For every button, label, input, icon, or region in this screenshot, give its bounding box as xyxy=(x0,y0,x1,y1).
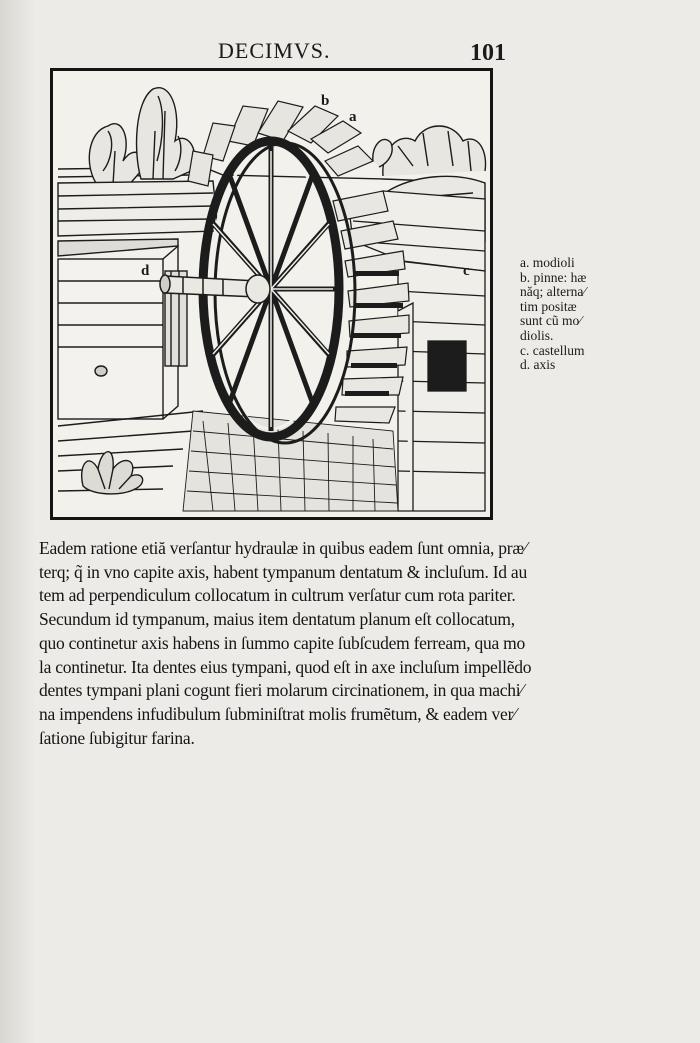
text-line: la continetur. Ita dentes eius tympani, quod eſt in axe incluſum impellẽdo xyxy=(39,656,532,677)
legend-line: tim positæ xyxy=(520,298,577,314)
legend-line: sunt cũ mo⁄ xyxy=(520,313,582,329)
text-line: quo continetur axis habens in ſummo capite ſubſcudem ferream, qua mo xyxy=(39,632,525,653)
page-number: 101 xyxy=(470,40,506,66)
legend-line: b. pinne: hæ xyxy=(520,269,587,285)
figure-label-b: b xyxy=(321,93,330,109)
text-line: na impendens infudibulum ſubminiſtrat molis frumẽtum, & eadem ver⁄ xyxy=(39,703,516,724)
text-line: dentes tympani plani cogunt fieri molarum circinationem, in qua machi⁄ xyxy=(39,680,524,701)
margin-legend xyxy=(520,256,602,373)
running-head: DECIMVS. xyxy=(218,38,331,63)
text-line: ſatione ſubigitur farina. xyxy=(39,727,195,748)
woodcut-illustration xyxy=(53,71,490,517)
gutter-shadow xyxy=(0,0,36,1043)
figure-label-d: d xyxy=(141,263,150,279)
legend-line: diolis. xyxy=(520,327,554,343)
text-line: Secundum id tympanum, maius item dentatum planum eſt collocatum, xyxy=(39,609,515,630)
legend-line: c. castellum xyxy=(520,342,585,358)
body-paragraph xyxy=(39,537,532,750)
legend-line: d. axis xyxy=(520,357,556,373)
figure-label-c: c xyxy=(463,263,470,279)
figure-label-a: a xyxy=(349,109,357,125)
text-line: Eadem ratione etiă verſantur hydraulæ in quibus eadem ſunt omnia, præ⁄ xyxy=(39,538,527,558)
text-line: tem ad perpendiculum collocatum in cultrum verſatur cum rota pariter. xyxy=(39,585,516,606)
legend-line: năq; alterna⁄ xyxy=(520,284,586,300)
text-line: terq; q̃ in vno capite axis, habent tympanum dentatum & incluſum. Id au xyxy=(39,561,527,582)
legend-line: a. modioli xyxy=(520,255,575,270)
water-wheel-woodcut xyxy=(50,68,493,520)
